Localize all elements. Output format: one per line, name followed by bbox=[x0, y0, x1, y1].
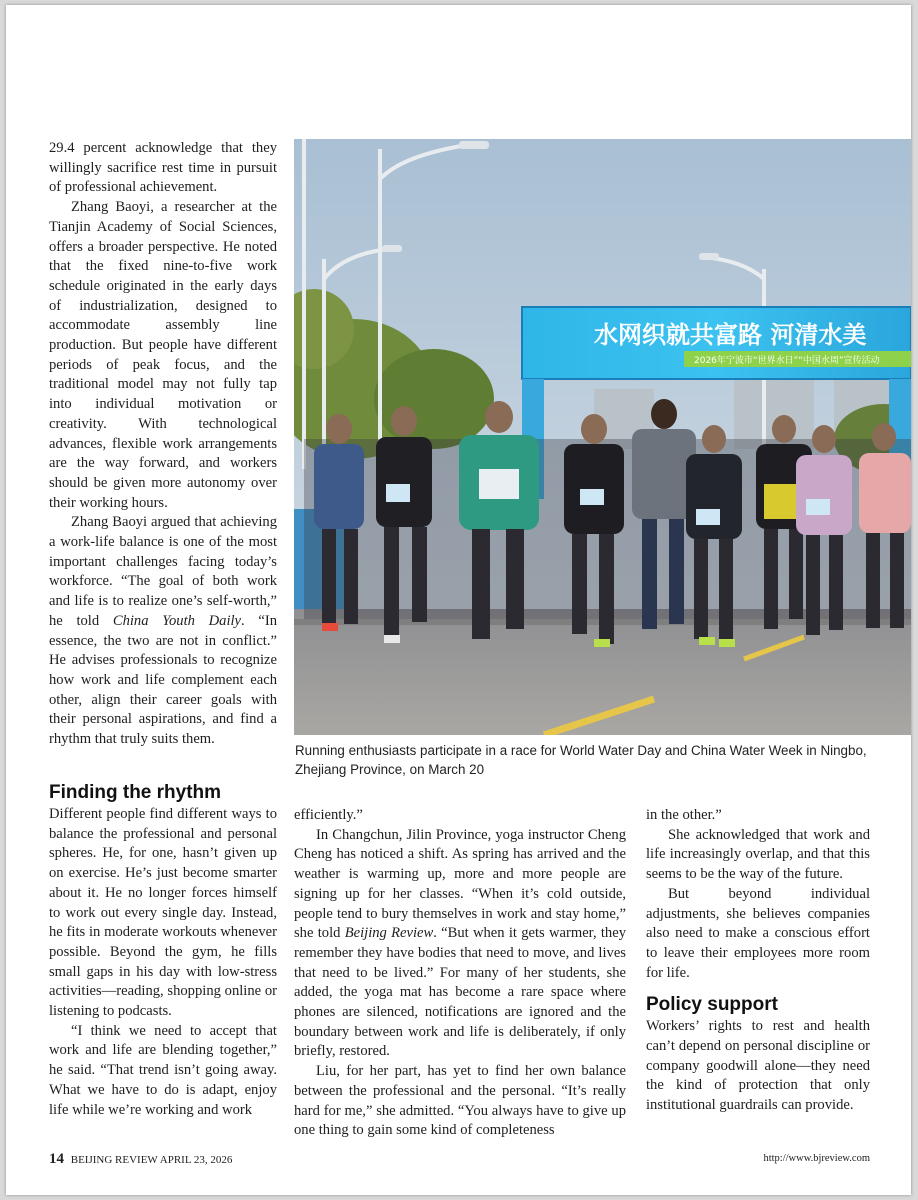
page-number: 14 bbox=[49, 1151, 64, 1167]
paragraph: She acknowledged that work and life increasingly overlap, and that this seems to be the way of the future. bbox=[646, 826, 870, 883]
paragraph: Different people find different ways to balance the professional and personal spheres. He, for one, hasn’t given up on exercise. He’s just become smarter about it. He no longer forces himself to work out every single day. Instead, he fits in moderate workouts whenever possible. Beyond the gym, he fills small gaps in his day with low-stress activities—reading, shopping online or listening to podcasts. bbox=[49, 806, 277, 1020]
magazine-page bbox=[6, 5, 911, 1195]
photo-caption: Running enthusiasts participate in a race for World Water Day and China Water Week in Ningbo, Zhejiang Province, on March 20 bbox=[295, 743, 867, 777]
text-run: In Changchun, Jilin Province, yoga instructor Cheng Cheng has noticed a shift. As spring has arrived and the weather is warming up, more and more people are signing up for her classes. “When it’s cold outside, people tend to bury themselves in work and stay home,” she told bbox=[294, 826, 626, 942]
footer-publication bbox=[49, 1151, 232, 1168]
paragraph: in the other.” bbox=[646, 807, 722, 823]
article-column-middle bbox=[294, 806, 626, 1141]
paragraph: But beyond individual adjustments, she believes companies also need to make a conscious effort to leave their employees more room for life. bbox=[646, 885, 870, 981]
article-column-top-left bbox=[49, 139, 277, 750]
article-column-right bbox=[646, 806, 870, 1116]
section-heading: Finding the rhythm bbox=[49, 782, 222, 803]
banner-subtext: 2026年宁波市“世界水日”“中国水周”宣传活动 bbox=[694, 356, 880, 366]
banner-text: 水网织就共富路 河清水美 bbox=[594, 321, 867, 349]
text-run: . “But when it gets warmer, they remember they have bodies that need to move, and lives that need to be lived.” For many of her students, she added, the yoga mat has become a rare space where phones are silenced, notifications are ignored and the boundary between work and life is deliberately, if only briefly, restored. bbox=[294, 925, 626, 1060]
paragraph: “I think we need to accept that work and life are blending together,” he said. “That trend isn’t going away. What we have to do is adapt, enjoy life while we’re working and work bbox=[49, 1022, 277, 1118]
publication-issue: BEIJING REVIEW APRIL 23, 2026 bbox=[70, 1154, 233, 1166]
paragraph: Zhang Baoyi, a researcher at the Tianjin Academy of Social Sciences, offers a broader perspective. He noted that the fixed nine-to-five work schedule originated in the early days of industrialization, designed to accommodate assembly line production. But people have different periods of peak focus, and the traditional model may not fully tap into individual motivation or creativity. With technological advances, flexible work arrangements are the way forward, and workers should be given more autonomy over their working hours. bbox=[49, 199, 277, 511]
publication-name: China Youth Daily bbox=[112, 612, 242, 629]
paragraph: Liu, for her part, has yet to find her own balance between the professional and the personal. “It’s really hard for me,” she admitted. “You always have to give up one thing to gain some kind of completeness bbox=[294, 1063, 626, 1139]
paragraph: efficiently.” bbox=[294, 807, 363, 823]
paragraph bbox=[49, 513, 277, 749]
text-run: . “In essence, the two are not in conflict.” He advises professionals to recognize how work and life complement each other, align their career goals with their personal aspirations, and find a rhythm that truly suits them. bbox=[49, 612, 277, 748]
paragraph: 29.4 percent acknowledge that they willingly sacrifice rest time in pursuit of professional achievement. bbox=[49, 140, 277, 196]
article-column-bottom-left bbox=[49, 781, 277, 1120]
footer-url: http://www.bjreview.com bbox=[763, 1153, 870, 1164]
text-run: Zhang Baoyi argued that achieving a work-life balance is one of the most important challenges facing today’s workforce. “The goal of both work and life is to realize one’s self-worth,” he told bbox=[49, 514, 277, 629]
paragraph bbox=[294, 826, 626, 1062]
paragraph: Workers’ rights to rest and health can’t depend on personal discipline or company goodwill alone—they need the kind of protection that only institutional guardrails can provide. bbox=[646, 1018, 870, 1114]
race-photo bbox=[294, 139, 911, 735]
section-heading: Policy support bbox=[646, 994, 778, 1016]
publication-name: Beijing Review bbox=[344, 925, 434, 942]
